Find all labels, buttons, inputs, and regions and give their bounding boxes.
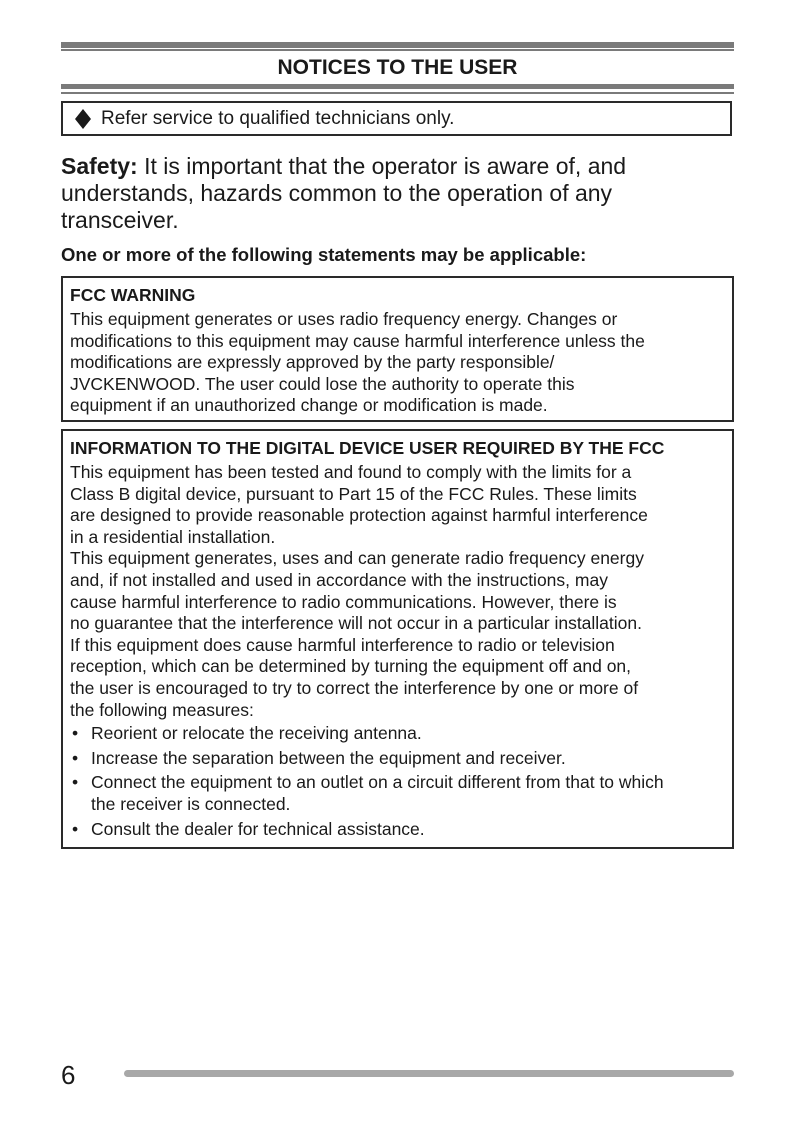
digital-device-line: the user is encouraged to try to correct the interference by one or more of: [70, 677, 639, 698]
digital-device-body: [70, 462, 725, 721]
header-rule-top-thin: [61, 49, 734, 51]
digital-device-line: This equipment has been tested and found to comply with the limits for a: [70, 462, 632, 482]
list-item: [70, 819, 725, 841]
bullet-icon: •: [72, 772, 79, 793]
digital-device-line: in a residential installation.: [70, 526, 276, 547]
fcc-warning-line: JVCKENWOOD. The user could lose the authority to operate this: [70, 373, 575, 394]
header-rule-top: [61, 42, 734, 48]
measure-text: Connect the equipment to an outlet on a circuit different from that to which the receiver is connected.: [91, 772, 664, 814]
fcc-warning-line: modifications are expressly approved by the party responsible/: [70, 352, 555, 373]
measure-text: Consult the dealer for technical assistance.: [91, 818, 425, 839]
digital-device-line: Class B digital device, pursuant to Part 15 of the FCC Rules. These limits: [70, 483, 637, 504]
service-notice-box: [61, 101, 732, 136]
service-notice-text: Refer service to qualified technicians only.: [101, 107, 455, 129]
page-title: NOTICES TO THE USER: [277, 56, 518, 79]
digital-device-line: and, if not installed and used in accordance with the instructions, may: [70, 569, 608, 590]
fcc-warning-heading: FCC WARNING: [70, 285, 196, 305]
safety-label: Safety:: [61, 153, 138, 179]
footer-rule: [124, 1070, 734, 1077]
fcc-warning-line: equipment if an unauthorized change or modification is made.: [70, 395, 548, 416]
bullet-icon: •: [72, 818, 79, 839]
digital-device-line: the following measures:: [70, 699, 254, 720]
list-item: [70, 748, 725, 770]
measures-list: [70, 723, 725, 840]
digital-device-line: no guarantee that the interference will not occur in a particular installation.: [70, 613, 642, 634]
list-item: [70, 723, 725, 745]
bullet-icon: •: [72, 747, 79, 768]
digital-device-line: reception, which can be determined by turning the equipment off and on,: [70, 656, 632, 677]
digital-device-line: cause harmful interference to radio communications. However, there is: [70, 591, 617, 612]
header-rule-bottom-thin: [61, 92, 734, 94]
digital-device-line: This equipment generates, uses and can generate radio frequency energy: [70, 548, 644, 569]
measure-text: Increase the separation between the equipment and receiver.: [91, 747, 566, 768]
digital-device-line: If this equipment does cause harmful interference to radio or television: [70, 634, 615, 655]
header-rule-bottom: [61, 84, 734, 89]
digital-device-heading: INFORMATION TO THE DIGITAL DEVICE USER REQUIRED BY THE FCC: [70, 438, 665, 458]
applicable-heading: One or more of the following statements may be applicable:: [61, 244, 587, 265]
list-item: [70, 772, 725, 815]
fcc-warning-line: modifications to this equipment may cause harmful interference unless the: [70, 330, 645, 351]
digital-device-info-box: [61, 429, 734, 849]
bullet-icon: •: [72, 723, 79, 744]
fcc-warning-body: [70, 309, 725, 417]
diamond-bullet-icon: [71, 109, 95, 129]
page-number: 6: [61, 1060, 76, 1090]
safety-paragraph: [61, 153, 734, 234]
fcc-warning-line: This equipment generates or uses radio frequency energy. Changes or: [70, 309, 618, 329]
fcc-warning-box: [61, 276, 734, 422]
safety-text: It is important that the operator is aware of, and understands, hazards common to the operation of any transceiver.: [61, 153, 627, 233]
measure-text: Reorient or relocate the receiving antenna.: [91, 723, 422, 744]
digital-device-line: are designed to provide reasonable protection against harmful interference: [70, 505, 648, 526]
